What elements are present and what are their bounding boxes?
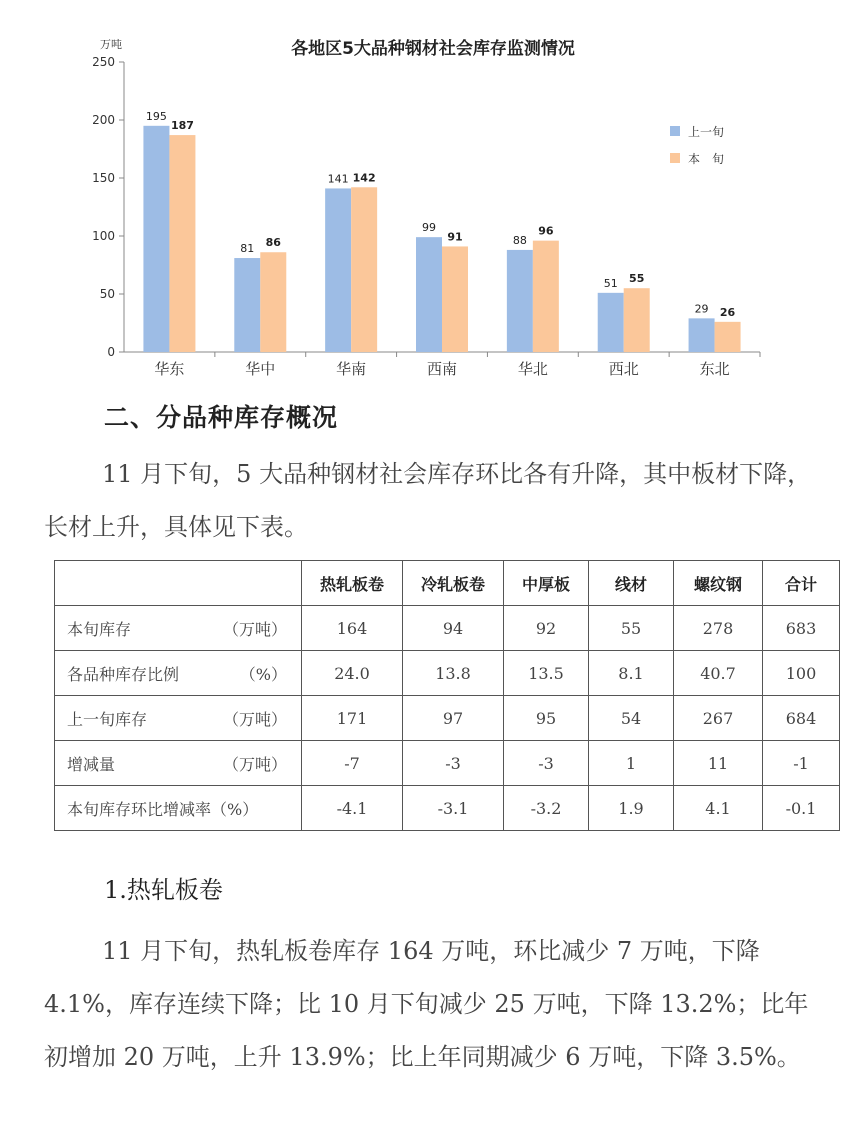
bar-current bbox=[715, 322, 741, 352]
table-cell: 4.1 bbox=[674, 786, 763, 831]
data-label: 29 bbox=[694, 302, 709, 316]
table-row bbox=[55, 741, 840, 786]
bar-previous bbox=[507, 250, 533, 352]
data-label: 96 bbox=[538, 224, 554, 238]
table-cell: 164 bbox=[302, 606, 403, 651]
table-cell: 55 bbox=[589, 606, 674, 651]
row-label: 本旬库存环比增减率（%） bbox=[67, 799, 259, 819]
bar-previous bbox=[689, 318, 715, 352]
bar-chart bbox=[0, 0, 860, 390]
y-tick-label: 150 bbox=[92, 171, 115, 185]
inventory-table bbox=[54, 560, 840, 831]
x-tick-label: 东北 bbox=[699, 360, 730, 378]
table-cell: -3.2 bbox=[504, 786, 589, 831]
bar-current bbox=[533, 241, 559, 352]
subsection-heading: 1.热轧板卷 bbox=[104, 876, 223, 904]
data-label: 51 bbox=[603, 276, 618, 290]
bar-current bbox=[169, 135, 195, 352]
row-unit: （万吨） bbox=[222, 709, 287, 729]
table-cell: 278 bbox=[674, 606, 763, 651]
table-cell: 13.8 bbox=[403, 651, 504, 696]
data-label: 55 bbox=[629, 272, 645, 286]
row-label: 本旬库存 bbox=[67, 619, 132, 639]
data-label: 91 bbox=[447, 230, 463, 244]
table-cell: -0.1 bbox=[763, 786, 840, 831]
bar-current bbox=[442, 246, 468, 352]
intro-text: 11 月下旬，5 大品种钢材社会库存环比各有升降，其中板材下降，长材上升，具体见下表。 bbox=[44, 460, 812, 541]
row-label-cell bbox=[55, 651, 302, 696]
table-cell: 11 bbox=[674, 741, 763, 786]
row-label-cell bbox=[55, 786, 302, 831]
data-label: 88 bbox=[512, 233, 527, 247]
x-tick-label: 华南 bbox=[336, 360, 367, 378]
row-unit: （%） bbox=[239, 664, 287, 684]
table-row bbox=[55, 606, 840, 651]
row-unit: （万吨） bbox=[222, 619, 287, 639]
table-header-cell: 线材 bbox=[589, 561, 674, 606]
table-row bbox=[55, 651, 840, 696]
row-label-cell bbox=[55, 696, 302, 741]
y-tick-label: 100 bbox=[92, 229, 115, 243]
table-cell: 54 bbox=[589, 696, 674, 741]
table-cell: -7 bbox=[302, 741, 403, 786]
x-tick-label: 华中 bbox=[245, 360, 276, 378]
bar-previous bbox=[234, 258, 260, 352]
table-cell: 1.9 bbox=[589, 786, 674, 831]
table-cell: -4.1 bbox=[302, 786, 403, 831]
table-cell: -3 bbox=[403, 741, 504, 786]
bar-previous bbox=[325, 188, 351, 352]
table-cell: 684 bbox=[763, 696, 840, 741]
row-label: 各品种库存比例 bbox=[67, 664, 180, 684]
table-header-cell: 中厚板 bbox=[504, 561, 589, 606]
bar-previous bbox=[598, 293, 624, 352]
row-label: 增减量 bbox=[67, 754, 116, 774]
bar-current bbox=[624, 288, 650, 352]
table-cell: -3 bbox=[504, 741, 589, 786]
table-cell: 94 bbox=[403, 606, 504, 651]
table-cell: 92 bbox=[504, 606, 589, 651]
table-header-cell: 合计 bbox=[763, 561, 840, 606]
table-cell: 40.7 bbox=[674, 651, 763, 696]
x-tick-label: 华东 bbox=[154, 360, 185, 378]
bar-current bbox=[260, 252, 286, 352]
subsection-text: 11 月下旬，热轧板卷库存 164 万吨，环比减少 7 万吨，下降 4.1%，库存连续下降；比 10 月下旬减少 25 万吨，下降 13.2%；比年初增加 20 万吨，上升 13.9%；比上年同期减少 6 万吨，下降 3.5%。 bbox=[44, 937, 809, 1071]
section-heading: 二、分品种库存概况 bbox=[104, 403, 339, 432]
data-label: 81 bbox=[240, 242, 255, 256]
table-cell: 100 bbox=[763, 651, 840, 696]
bar-previous bbox=[143, 126, 169, 352]
data-label: 195 bbox=[145, 109, 167, 123]
table-cell: 97 bbox=[403, 696, 504, 741]
legend-swatch bbox=[670, 126, 680, 136]
table-cell: 1 bbox=[589, 741, 674, 786]
row-label-cell bbox=[55, 606, 302, 651]
y-tick-label: 50 bbox=[99, 287, 115, 301]
x-tick-label: 华北 bbox=[517, 360, 548, 378]
y-tick-label: 250 bbox=[92, 55, 115, 69]
x-tick-label: 西北 bbox=[608, 360, 639, 378]
table-cell: -1 bbox=[763, 741, 840, 786]
bar-previous bbox=[416, 237, 442, 352]
bar-current bbox=[351, 187, 377, 352]
row-label: 上一旬库存 bbox=[67, 709, 148, 729]
data-label: 187 bbox=[170, 119, 194, 133]
intro-paragraph bbox=[44, 448, 820, 554]
legend-label: 本 旬 bbox=[688, 152, 725, 166]
chart-title: 各地区5大品种钢材社会库存监测情况 bbox=[291, 39, 575, 59]
table-cell: 171 bbox=[302, 696, 403, 741]
table-cell: 8.1 bbox=[589, 651, 674, 696]
table-header-row bbox=[55, 561, 840, 606]
subsection-paragraph bbox=[44, 925, 820, 1084]
table-cell: 267 bbox=[674, 696, 763, 741]
y-tick-label: 200 bbox=[92, 113, 115, 127]
table-row bbox=[55, 696, 840, 741]
table-cell: 683 bbox=[763, 606, 840, 651]
y-axis-unit-label: 万吨 bbox=[100, 38, 122, 51]
row-unit: （万吨） bbox=[222, 754, 287, 774]
data-label: 26 bbox=[719, 305, 736, 319]
table-header-cell: 冷轧板卷 bbox=[403, 561, 504, 606]
table-header-cell: 螺纹钢 bbox=[674, 561, 763, 606]
x-tick-label: 西南 bbox=[426, 360, 458, 378]
legend-swatch bbox=[670, 153, 680, 163]
y-tick-label: 0 bbox=[107, 345, 115, 359]
table-header-cell: 热轧板卷 bbox=[302, 561, 403, 606]
data-label: 141 bbox=[327, 172, 349, 186]
data-label: 142 bbox=[352, 171, 376, 185]
legend-label: 上一旬 bbox=[688, 125, 725, 139]
table-header-cell bbox=[55, 561, 302, 606]
data-label: 99 bbox=[422, 221, 436, 235]
table-cell: 13.5 bbox=[504, 651, 589, 696]
table-cell: -3.1 bbox=[403, 786, 504, 831]
row-label-cell bbox=[55, 741, 302, 786]
table-cell: 95 bbox=[504, 696, 589, 741]
table-cell: 24.0 bbox=[302, 651, 403, 696]
table-row bbox=[55, 786, 840, 831]
data-label: 86 bbox=[265, 236, 281, 250]
